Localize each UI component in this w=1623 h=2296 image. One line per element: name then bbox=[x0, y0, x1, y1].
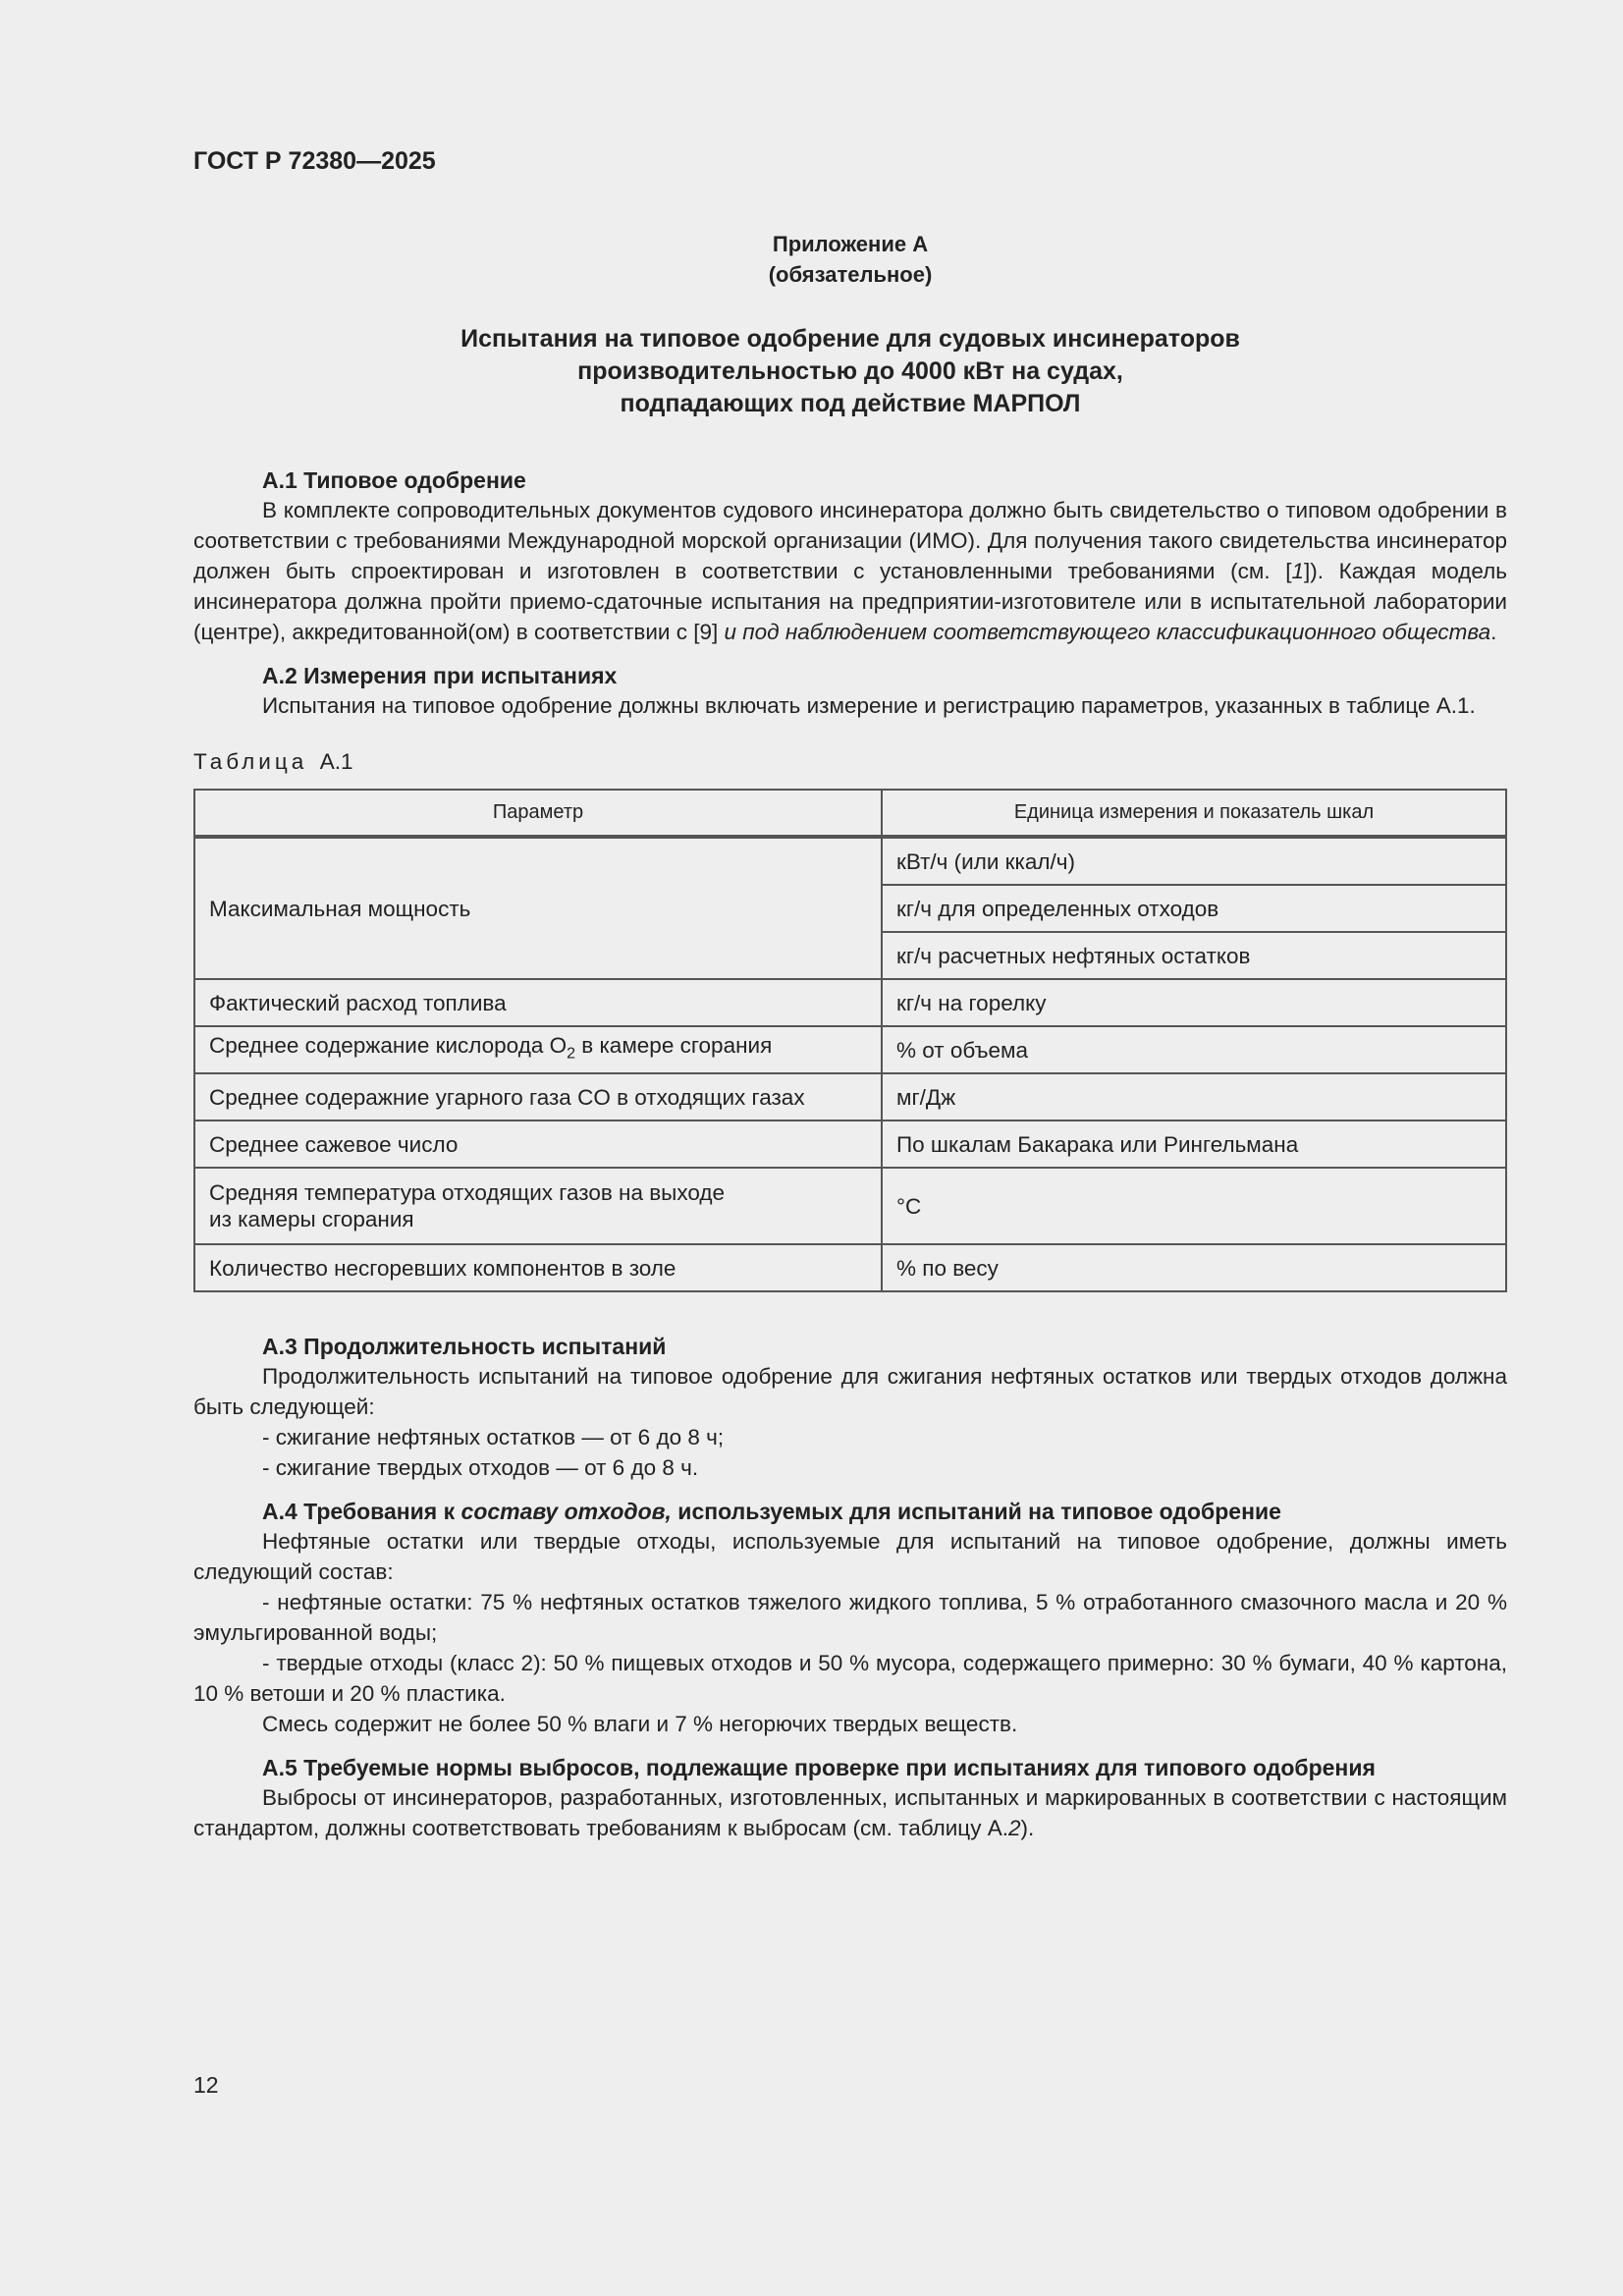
a1-ref-1: 1 bbox=[1291, 559, 1304, 583]
cell-unit: кг/ч расчетных нефтяных остатков bbox=[882, 932, 1506, 979]
list-item: - сжигание нефтяных остатков — от 6 до 8 ч; bbox=[262, 1425, 725, 1449]
table-row bbox=[194, 1121, 1506, 1168]
cell-param: Среднее содеражние угарного газа CO в отходящих газах bbox=[194, 1073, 882, 1121]
cell-unit: кВт/ч (или ккал/ч) bbox=[882, 837, 1506, 885]
heading-part: используемых для испытаний на типовое одобрение bbox=[671, 1499, 1281, 1524]
param-line: из камеры сгорания bbox=[209, 1207, 414, 1231]
a5-ref: 2 bbox=[1007, 1816, 1021, 1840]
parameters-table bbox=[193, 789, 1507, 1292]
title-line-2: производительностью до 4000 кВт на судах, bbox=[577, 357, 1123, 385]
section-a4-text: Нефтяные остатки или твердые отходы, используемые для испытаний на типовое одобрение, должны иметь следующий состав: bbox=[193, 1529, 1507, 1584]
a5-text-part: Выбросы от инсинераторов, разработанных, изготовленных, испытанных и маркированных в соответствии с настоящим стандартом, должны соответствовать требованиям к выбросам (см. таблицу А. bbox=[193, 1785, 1507, 1840]
title-line-1: Испытания на типовое одобрение для судовых инсинераторов bbox=[460, 325, 1240, 353]
table-row bbox=[194, 1026, 1506, 1073]
heading-italic: составу отходов, bbox=[460, 1499, 672, 1524]
cell-param: Максимальная мощность bbox=[194, 837, 882, 979]
header-unit: Единица измерения и показатель шкал bbox=[882, 790, 1506, 837]
list-item: - сжигание твердых отходов — от 6 до 8 ч. bbox=[262, 1455, 699, 1480]
a1-text-part: В комплекте сопроводительных документов судового инсинератора должно быть свидетельство о типовом одобрении в соответствии с требованиями Международной морской организации (ИМО). Для получения такого свидетельства инсинератор должен быть спроектирован и изготовлен в соответствии с установленными требованиями (см. [ bbox=[193, 498, 1507, 583]
list-item: - твердые отходы (класс 2): 50 % пищевых отходов и 50 % мусора, содержащего примерно: 30 % бумаги, 40 % картона, 10 % ветоши и 20 % пластика. bbox=[193, 1651, 1507, 1706]
section-a4-heading bbox=[193, 1497, 1507, 1526]
section-a5 bbox=[193, 1753, 1507, 1843]
section-a2 bbox=[193, 661, 1507, 721]
cell-param bbox=[194, 1168, 882, 1244]
standard-number: ГОСТ Р 72380—2025 bbox=[193, 147, 436, 175]
appendix-title bbox=[193, 323, 1507, 420]
section-a5-text bbox=[193, 1782, 1507, 1843]
section-a3-heading: А.3 Продолжительность испытаний bbox=[262, 1334, 667, 1359]
a1-text-part: ]). Каждая модель инсинератора должна пройти приемо-сдаточные испытания на предприятии-изготовителе или в испытательной лаборатории (центре), аккредитованной(ом) в соответствии с [9] bbox=[193, 559, 1508, 644]
a1-text-part: . bbox=[1490, 620, 1497, 644]
table-row bbox=[194, 837, 1506, 885]
section-a5-heading: А.5 Требуемые нормы выбросов, подлежащие проверке при испытаниях для типового одобрения bbox=[262, 1755, 1376, 1780]
cell-unit: % по весу bbox=[882, 1244, 1506, 1291]
cell-unit: % от объема bbox=[882, 1026, 1506, 1073]
appendix-type: (обязательное) bbox=[768, 262, 933, 287]
table-caption-id: А.1 bbox=[319, 749, 353, 774]
cell-param: Количество несгоревших компонентов в золе bbox=[194, 1244, 882, 1291]
table-row bbox=[194, 1073, 1506, 1121]
cell-unit: °С bbox=[882, 1168, 1506, 1244]
cell-unit: По шкалам Бакарака или Рингельмана bbox=[882, 1121, 1506, 1168]
param-text: в камере сгорания bbox=[575, 1033, 773, 1059]
a1-text-italic: и под наблюдением соответствующего классификационного общества bbox=[724, 620, 1491, 644]
cell-param bbox=[194, 1026, 882, 1073]
param-line: Средняя температура отходящих газов на выходе bbox=[209, 1180, 726, 1205]
section-a2-heading: А.2 Измерения при испытаниях bbox=[262, 663, 618, 688]
section-a3 bbox=[193, 1332, 1507, 1483]
cell-unit: кг/ч на горелку bbox=[882, 979, 1506, 1026]
cell-param: Среднее сажевое число bbox=[194, 1121, 882, 1168]
section-a4 bbox=[193, 1497, 1507, 1739]
page-number: 12 bbox=[193, 2072, 219, 2098]
section-a3-text: Продолжительность испытаний на типовое одобрение для сжигания нефтяных остатков или твердых отходов должна быть следующей: bbox=[193, 1364, 1507, 1419]
section-a4-text-2: Смесь содержит не более 50 % влаги и 7 % негорючих твердых веществ. bbox=[262, 1712, 1018, 1736]
appendix-name: Приложение А bbox=[772, 232, 929, 256]
title-line-3: подпадающих под действие МАРПОЛ bbox=[620, 390, 1081, 417]
table-row bbox=[194, 1168, 1506, 1244]
header-parameter: Параметр bbox=[194, 790, 882, 837]
a5-text-part: ). bbox=[1020, 1816, 1035, 1840]
heading-part: А.4 Требования к bbox=[262, 1499, 461, 1524]
table-caption-label: Таблица bbox=[193, 749, 308, 774]
cell-unit: кг/ч для определенных отходов bbox=[882, 885, 1506, 932]
appendix-heading bbox=[193, 229, 1507, 290]
section-a1 bbox=[193, 465, 1507, 647]
table-row bbox=[194, 1244, 1506, 1291]
list-item: - нефтяные остатки: 75 % нефтяных остатков тяжелого жидкого топлива, 5 % отработанного смазочного масла и 20 % эмульгированной воды; bbox=[193, 1590, 1507, 1645]
cell-unit: мг/Дж bbox=[882, 1073, 1506, 1121]
table-row bbox=[194, 979, 1506, 1026]
section-a1-text bbox=[193, 495, 1507, 647]
document-page bbox=[193, 147, 1507, 1843]
table-caption bbox=[193, 746, 1507, 777]
section-a2-text: Испытания на типовое одобрение должны включать измерение и регистрацию параметров, указанных в таблице А.1. bbox=[262, 693, 1476, 718]
param-text: Среднее содержание кислорода O bbox=[209, 1033, 568, 1059]
table-header-row bbox=[194, 790, 1506, 837]
section-a1-heading: А.1 Типовое одобрение bbox=[262, 467, 526, 493]
param-subscript: 2 bbox=[567, 1045, 576, 1063]
cell-param: Фактический расход топлива bbox=[194, 979, 882, 1026]
